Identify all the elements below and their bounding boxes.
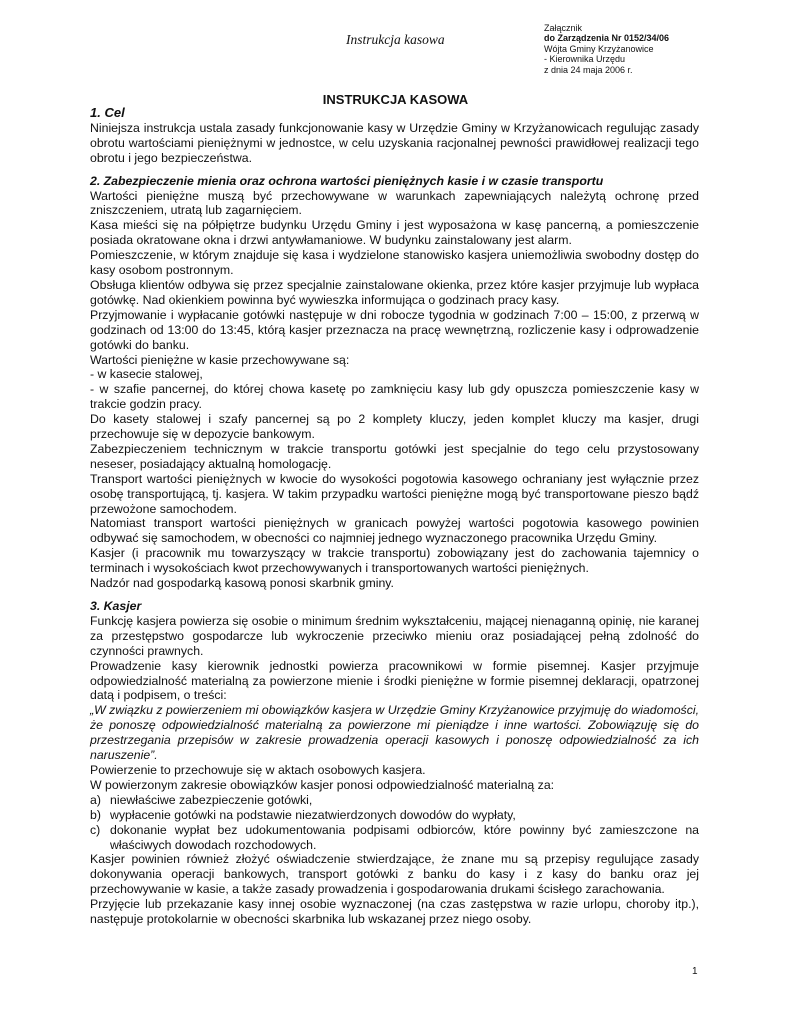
paragraph: Kasa mieści się na półpiętrze budynku Urzędu Gminy i jest wyposażona w kasę pancerną, a pomieszczenie posiada okratowane okna i drzwi antywłamaniowe. W budynku zainstalowany jest alarm.	[90, 218, 699, 248]
list-item-text: niewłaściwe zabezpieczenie gotówki,	[110, 792, 313, 807]
section-heading: 2. Zabezpieczenie mienia oraz ochrona wartości pieniężnych kasie i w czasie transportu	[90, 173, 604, 188]
annex-line: - Kierownika Urzędu	[544, 54, 626, 65]
list-item	[90, 808, 699, 823]
list-item	[90, 823, 699, 853]
annex-line: Wójta Gminy Krzyżanowice	[544, 43, 654, 54]
paragraph: Wartości pieniężne w kasie przechowywane są:	[90, 352, 350, 367]
list-marker: b)	[90, 807, 101, 822]
paragraph: Kasjer powinien również złożyć oświadczenie stwierdzające, że znane mu są przepisy regulujące zasady dokonywania operacji bankowych, transport gotówki z banku do kasy i z kasy do banku oraz jej przechowywanie w kasie, a także zasady prowadzenia i gospodarowania drukami ścisłego zarachowania.	[90, 852, 699, 897]
paragraph: Nadzór nad gospodarką kasową ponosi skarbnik gminy.	[90, 576, 394, 591]
section-heading: 3. Kasjer	[90, 599, 142, 613]
annex-line: z dnia 24 maja 2006 r.	[544, 64, 633, 75]
section-heading: 1. Cel	[90, 105, 125, 120]
annex-note	[544, 23, 669, 75]
paragraph: Do kasety stalowej i szafy pancernej są po 2 komplety kluczy, jeden komplet kluczy ma kasjer, drugi przechowuje się w depozycie bankowym.	[90, 412, 699, 442]
paragraph: Zabezpieczeniem technicznym w trakcie transportu gotówki jest specjalnie do tego celu przystosowany neseser, posiadający aktualną homologację.	[90, 441, 699, 471]
document-body	[90, 106, 699, 927]
annex-line: do Zarządzenia Nr 0152/34/06	[544, 33, 670, 44]
paragraph: Funkcję kasjera powierza się osobie o minimum średnim wykształceniu, mającej nienaganną opinię, nie karanej za przestępstwo gospodarcze lub wykroczenie przeciwko mieniu oraz posiadającej pełną zdolność do czynności prawnych.	[90, 613, 699, 658]
list-item-text: dokonanie wypłat bez udokumentowania podpisami odbiorców, które powinny być zamieszczone na właściwych dowodach rozchodowych.	[110, 822, 699, 852]
paragraph: - w kasecie stalowej,	[90, 367, 203, 382]
paragraph: Prowadzenie kasy kierownik jednostki powierza pracownikowi w formie pisemnej. Kasjer przyjmuje odpowiedzialność materialną za powierzone mienie i środki pieniężne w formie pisemnej deklaracji, opatrzonej datą i podpisem, o treści:	[90, 658, 699, 703]
page-number: 1	[692, 966, 698, 977]
list-marker: c)	[90, 822, 101, 837]
declaration-quote: „W związku z powierzeniem mi obowiązków kasjera w Urzędzie Gminy Krzyżanowice przyjmuję do wiadomości, że ponoszę odpowiedzialność materialną za powierzone mi pieniądze i inne wartości. Zobowiązuję się do przestrzegania przepisów w zakresie prowadzenia operacji kasowych i ponoszę odpowiedzialność za ich naruszenie”.	[90, 703, 699, 763]
list-item-text: wypłacenie gotówki na podstawie niezatwierdzonych dowodów do wypłaty,	[110, 807, 516, 822]
paragraph: Kasjer (i pracownik mu towarzyszący w trakcie transportu) zobowiązany jest do zachowania tajemnicy o terminach i wysokościach kwot przechowywanych i transportowanych wartości pieniężnych.	[90, 546, 699, 576]
list-item	[90, 793, 699, 808]
paragraph: Pomieszczenie, w którym znajduje się kasa i wydzielone stanowisko kasjera uniemożliwia swobodny dostęp do kasy osobom postronnym.	[90, 248, 699, 278]
paragraph: Przyjęcie lub przekazanie kasy innej osobie wyznaczonej (na czas zastępstwa w razie urlopu, choroby itp.), następuje protokolarnie w obecności skarbnika lub wskazanej przez niego osoby.	[90, 897, 699, 927]
paragraph: Niniejsza instrukcja ustala zasady funkcjonowanie kasy w Urzędzie Gminy w Krzyżanowicach regulując zasady obrotu wartościami pieniężnymi w jednostce, w celu uzyskania racjonalnej pewności prawidłowej realizacji tego obrotu i jego bezpieczeństwa.	[90, 120, 699, 165]
paragraph: Obsługa klientów odbywa się przez specjalnie zainstalowane okienka, przez które kasjer przyjmuje lub wypłaca gotówkę. Nad okienkiem powinna być wywieszka informująca o godzinach pracy kasy.	[90, 277, 699, 307]
running-title: Instrukcja kasowa	[346, 32, 445, 47]
list-marker: a)	[90, 792, 101, 807]
paragraph: Natomiast transport wartości pieniężnych w granicach powyżej wartości pogotowia kasowego powinien odbywać się samochodem, w obecności co najmniej jednego wyznaczonego pracownika Urzędu Gminy.	[90, 516, 699, 546]
paragraph: - w szafie pancernej, do której chowa kasetę po zamknięciu kasy lub gdy opuszcza pomieszczenie kasy w trakcie godzin pracy.	[90, 382, 699, 412]
paragraph: Powierzenie to przechowuje się w aktach osobowych kasjera.	[90, 762, 426, 777]
document-title: INSTRUKCJA KASOWA	[322, 92, 469, 107]
annex-line: Załącznik	[544, 23, 583, 33]
paragraph: Transport wartości pieniężnych w kwocie do wysokości pogotowia kasowego ochraniany jest wyłącznie przez osobę transportującą, tj. kasjera. W takim przypadku wartości pieniężne mogą być transportowane pieszo bądź przewożone samochodem.	[90, 471, 699, 516]
paragraph: Przyjmowanie i wypłacanie gotówki następuje w dni robocze tygodnia w godzinach 7:00 – 15:00, z przerwą w godzinach od 13:00 do 13:45, którą kasjer przeznacza na pracę wewnętrzną, rozliczenie kasy i odprowadzenie gotówki do banku.	[90, 307, 699, 352]
paragraph: Wartości pieniężne muszą być przechowywane w warunkach zapewniających należytą ochronę przed zniszczeniem, utratą lub zagarnięciem.	[90, 188, 699, 218]
paragraph: W powierzonym zakresie obowiązków kasjer ponosi odpowiedzialność materialną za:	[90, 777, 555, 792]
